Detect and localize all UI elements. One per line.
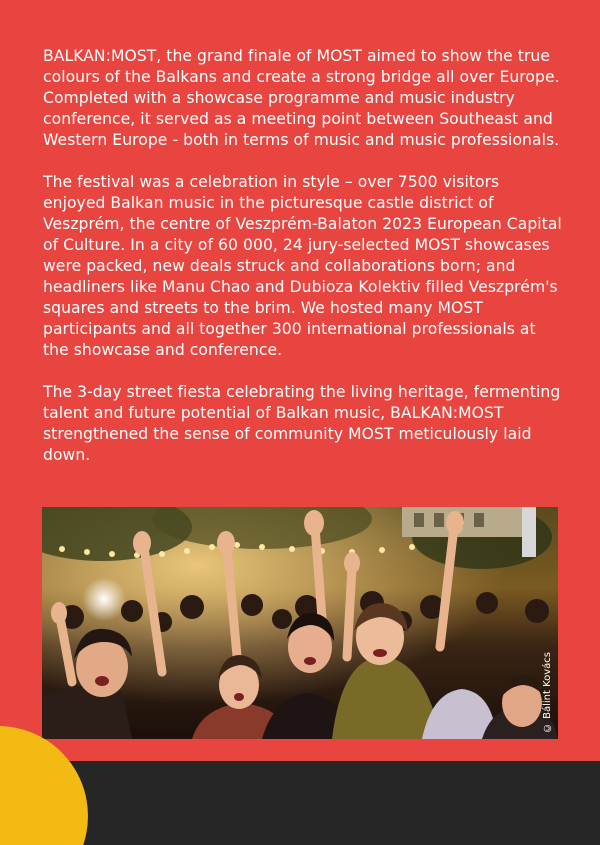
photo-credit: © Bálint Kovács: [542, 651, 553, 733]
paragraph-festival: The festival was a celebration in style – over 7500 visitors enjoyed Balkan music in the picturesque castle district of Veszprém, the centre of Veszprém-Balaton 2023 European Capital of Culture. In a city of 60 000, 24 jury-selected MOST showcases were packed, new deals struck and collaborations born; and headliners like Manu Chao and Dubioza Kolektiv filled Veszprém's squares and streets to the brim. We hosted many MOST participants and all together 300 international professionals at the showcase and conference.: [43, 173, 562, 359]
crowd-photo: [42, 507, 558, 739]
paragraph-fiesta: The 3-day street fiesta celebrating the living heritage, fermenting talent and future potential of Balkan music, BALKAN:MOST strengthened the sense of community MOST meticulously laid down.: [43, 383, 561, 464]
body-text: [43, 46, 563, 487]
crowd-illustration: [42, 507, 558, 739]
footer-band: [0, 761, 600, 845]
decorative-circle: [0, 726, 88, 845]
paragraph-intro: BALKAN:MOST, the grand finale of MOST aimed to show the true colours of the Balkans and create a strong bridge all over Europe. Completed with a showcase programme and music industry conference, it served as a meeting point between Southeast and Western Europe - both in terms of music and music professionals.: [43, 47, 560, 149]
